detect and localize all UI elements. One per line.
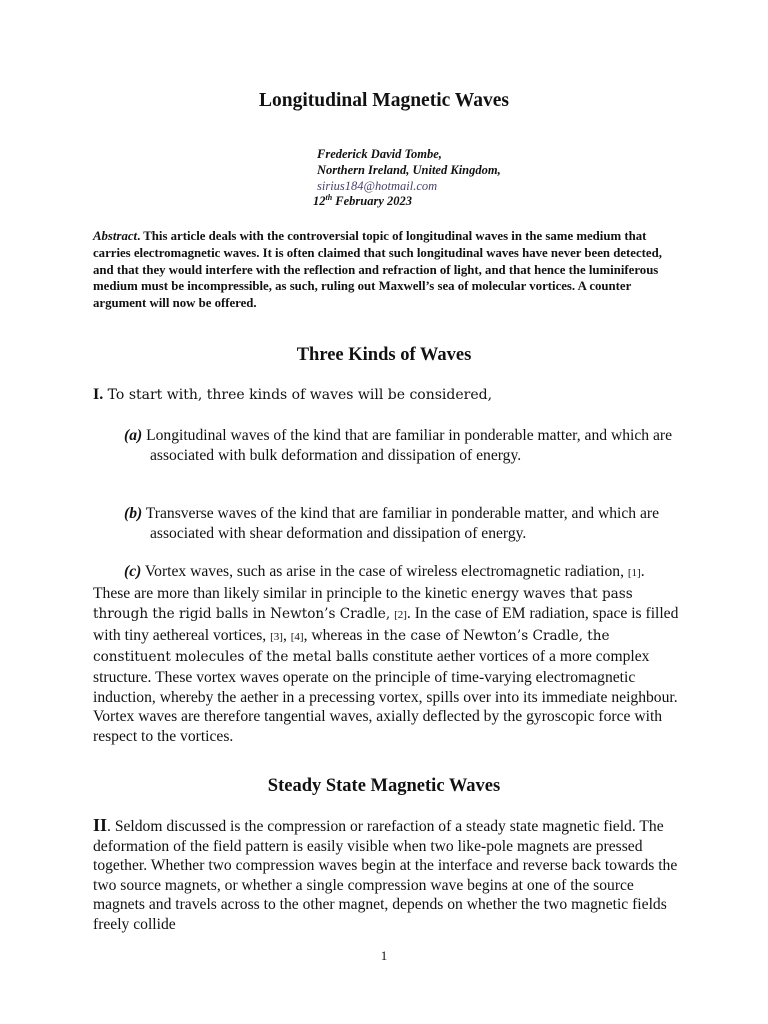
- abstract-text: . This article deals with the controversial topic of longitudinal waves in the same medium that carries electromagnetic waves. It is often claimed that such longitudinal waves have never been detected, and that they would interfere with the reflection and refraction of light, and that hence the luminiferous medium must be incompressible, as such, ruling out Maxwell’s sea of molecular vortices. A counter argument will now be offered.: [93, 229, 662, 311]
- item-c-text-1: Vortex waves, such as arise in the case of wireless electromagnetic radiation,: [141, 563, 628, 580]
- item-c-text-6: , whereas: [303, 626, 367, 644]
- item-a-text: Longitudinal waves of the kind that are familiar in ponderable matter, and which are associated with bulk deformation and dissipation of energy.: [142, 427, 672, 464]
- section-heading-1: Three Kinds of Waves: [296, 345, 472, 365]
- section1-intro: [93, 385, 492, 406]
- item-c-marker: (c): [124, 563, 142, 580]
- item-c-text-2: . These are more than likely similar in principle to the kinetic: [93, 563, 645, 602]
- list-item-b: [124, 504, 690, 543]
- reference-1[interactable]: [1]: [627, 567, 641, 579]
- item-b-text: Transverse waves of the kind that are familiar in ponderable matter, and which are associated with shear deformation and dissipation of energy.: [142, 505, 660, 542]
- section2-number: II: [93, 815, 108, 835]
- item-a-marker: (a): [124, 427, 143, 444]
- section1-intro-text: To start with, three kinds of waves will be considered,: [103, 387, 493, 403]
- item-c-text-7: constitute aether vortices of a more complex structure. These vortex waves operate on the principle of time-varying electromagnetic induction, whereby the aether in a precessing vortex, spills over into its immediate neighbour. Vortex waves are therefore tangential waves, axially deflected by the gyroscopic force with respect to the vortices.: [93, 648, 678, 745]
- section-heading-2: Steady State Magnetic Waves: [267, 776, 501, 796]
- section1-number: I.: [93, 386, 104, 403]
- item-c-text-5: ,: [282, 626, 291, 644]
- item-c-emph-2: in the case of Newton’s Cradle, the constituent molecules of the metal balls: [93, 627, 610, 666]
- abstract: [93, 228, 683, 312]
- date-day: 12: [313, 194, 326, 209]
- item-c-text-4: . In the case of EM radiation, space is filled with tiny aethereal vortices,: [93, 605, 679, 644]
- page-number: 1: [380, 948, 388, 963]
- abstract-label: Abstract: [93, 229, 138, 243]
- author-email[interactable]: sirius184@hotmail.com: [317, 179, 438, 193]
- author-location: Northern Ireland, United Kingdom,: [317, 163, 501, 177]
- section2-paragraph: [93, 816, 683, 935]
- section2-text: . Seldom discussed is the compression or rarefaction of a steady state magnetic field. The deformation of the field pattern is easily visible when two like-pole magnets are pressed together. Whether two compression waves begin at the interface and reverse back towards the two source magnets, or whether a single compression wave begins at one of the source magnets and travels across to the other magnet, depends on whether the two magnetic fields freely collide: [93, 818, 678, 933]
- item-b-marker: (b): [124, 505, 143, 522]
- paper-title: Longitudinal Magnetic Waves: [259, 90, 509, 111]
- reference-2[interactable]: [2]: [394, 609, 407, 622]
- reference-4[interactable]: [4]: [290, 630, 304, 643]
- date-suffix: th: [325, 193, 333, 202]
- author-block: [317, 146, 501, 194]
- date-rest: February 2023: [335, 194, 413, 209]
- list-item-c: [93, 562, 683, 746]
- author-name: Frederick David Tombe,: [317, 147, 442, 161]
- item-c-emph-1: energy waves that pass through the rigid balls in Newton’s Cradle,: [93, 585, 633, 623]
- paper-date: [313, 193, 412, 209]
- reference-3[interactable]: [3]: [270, 630, 283, 643]
- list-item-a: [124, 426, 690, 465]
